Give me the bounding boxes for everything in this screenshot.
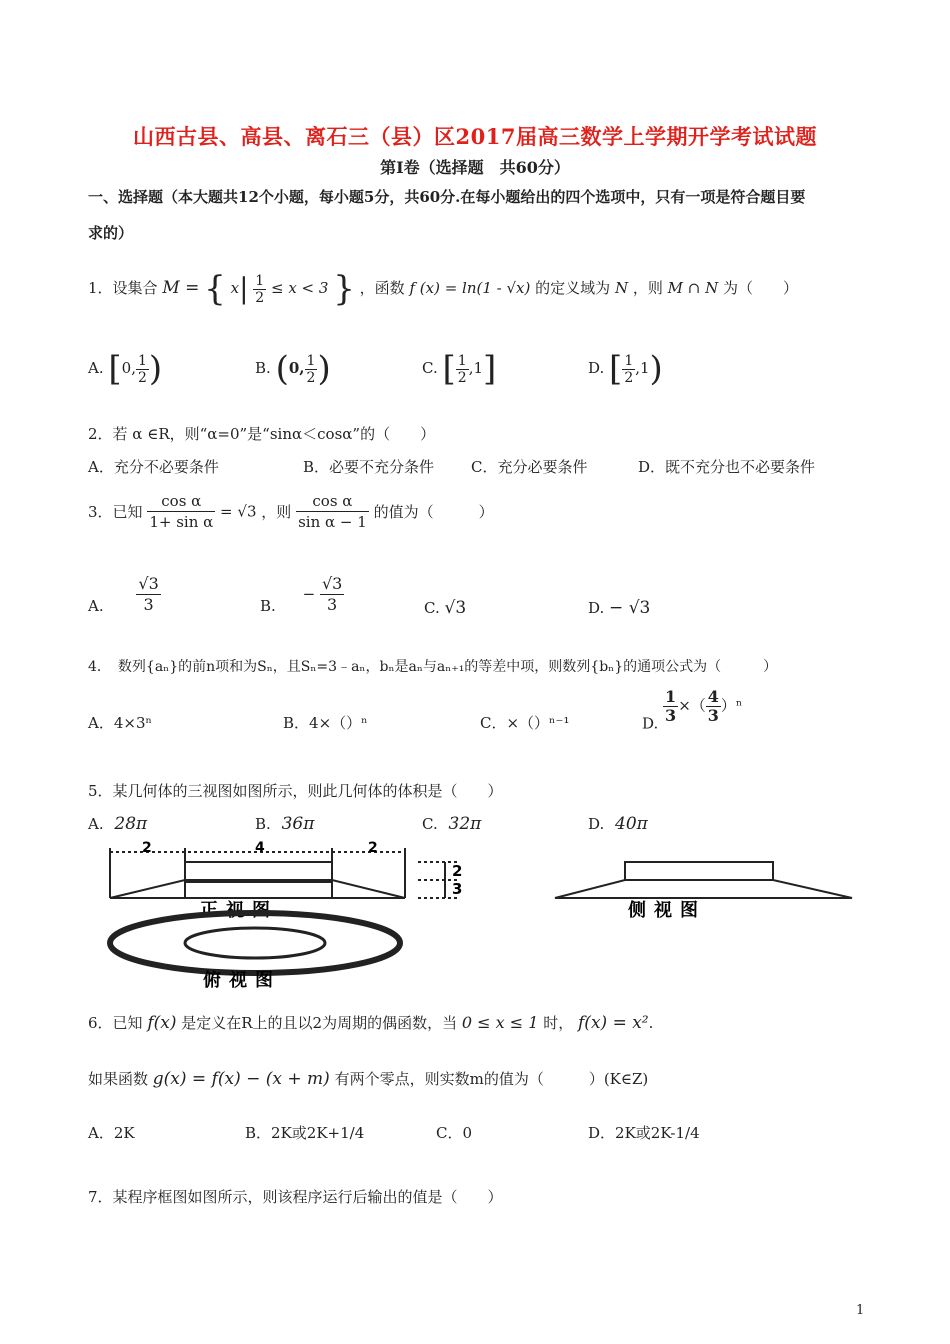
- q2-option-d[interactable]: D．既不充分也不必要条件: [638, 458, 816, 476]
- q5-option-a[interactable]: A. 28π: [88, 814, 148, 834]
- q1-mid: ，函数: [359, 279, 405, 297]
- question-1: [88, 269, 799, 309]
- q3-option-d[interactable]: D. − √3: [588, 598, 651, 618]
- front-dim-middle: 4: [255, 840, 265, 856]
- q1-mid2: 的定义域为: [535, 279, 611, 297]
- q3-target-fraction: $\frac{\text{cos α}}{\text{sin α − 1}}$: [298, 492, 367, 531]
- q3-option-a[interactable]: A. $\frac{√3}{3}$: [88, 574, 159, 615]
- front-dim-height-bottom: 3: [452, 880, 463, 898]
- front-view-label: 正视图: [200, 900, 278, 921]
- q3-option-b[interactable]: B. − $\frac{√3}{3}$: [260, 574, 343, 615]
- section-heading-line1: 一、选择题（本大题共12个小题，每小题5分，共60分.在每小题给出的四个选项中，只有一项是符合题目要: [88, 188, 806, 206]
- question-7: 7．某程序框图如图所示，则该程序运行后输出的值是（ ）: [88, 1188, 503, 1206]
- q5-option-d[interactable]: D. 40π: [588, 814, 648, 834]
- q1-option-b[interactable]: B. (0, $\frac{1}{2}$ ): [255, 349, 331, 389]
- section-heading-line2: 求的）: [88, 224, 134, 242]
- q1-half-fraction: $\frac{1}{2}$: [255, 272, 265, 306]
- q1-function: f (x) = ln(1 - √x): [409, 279, 531, 297]
- q4-option-a[interactable]: A．4×3ⁿ: [88, 714, 152, 732]
- q1-condition: ≤ x < 3: [270, 279, 329, 297]
- q1-suffix: 为（ ）: [723, 279, 799, 297]
- side-view-label: 侧视图: [628, 900, 706, 921]
- q1-brace-open: {: [204, 269, 226, 309]
- q3-given-fraction: $\frac{\text{cos α}}{\text{1+ sin α}}$: [149, 492, 214, 531]
- q4-option-d[interactable]: D. $\frac{1}{3}$ ×（ $\frac{4}{3}$ ）ⁿ: [642, 687, 743, 733]
- q2-option-c[interactable]: C．充分必要条件: [471, 458, 588, 476]
- q1-option-d[interactable]: D. [ $\frac{1}{2}$ ,1): [588, 349, 663, 389]
- q6-option-b[interactable]: B．2K或2K+1/4: [245, 1124, 365, 1142]
- section-subtitle: 第Ⅰ卷（选择题 共60分）: [380, 158, 570, 177]
- question-6-line2: 如果函数 g(x) = f(x) − (x + m) 有两个零点，则实数m的值为（ ）(K∈Z): [88, 1069, 649, 1089]
- front-dim-right: 2: [368, 840, 378, 856]
- q1-intersection: M ∩ N: [667, 279, 719, 297]
- question-2: 2．若 α ∈R，则“α=0”是“sinα＜cosα”的（ ）: [88, 425, 436, 443]
- q1-prefix: 1．设集合: [88, 279, 158, 297]
- q6-option-c[interactable]: C．0: [436, 1124, 473, 1142]
- top-view: [110, 913, 400, 973]
- q1-mid3: ，则: [632, 279, 663, 297]
- q4-option-c[interactable]: C．×（）ⁿ⁻¹: [480, 714, 570, 732]
- q6-option-d[interactable]: D．2K或2K-1/4: [588, 1124, 700, 1142]
- question-5: 5．某几何体的三视图如图所示，则此几何体的体积是（ ）: [88, 782, 503, 800]
- front-dim-height-top: 2: [452, 862, 463, 880]
- q3-option-c[interactable]: C. √3: [424, 598, 467, 618]
- q6-option-a[interactable]: A．2K: [88, 1124, 135, 1142]
- q1-bar: |: [239, 272, 249, 305]
- q1-brace-close: }: [333, 269, 355, 309]
- q1-set-n: N: [614, 279, 629, 297]
- q5-option-b[interactable]: B. 36π: [255, 814, 315, 834]
- front-view: [110, 848, 463, 898]
- q4-option-b[interactable]: B．4×（）ⁿ: [283, 714, 368, 732]
- q1-set-m: M =: [162, 278, 200, 298]
- question-3: 3．已知 $\frac{\text{cos α}}{\text{1+ sin α}}$ = √3 ，则 $\frac{\text{cos α}}{\text{sin α − 1}}$ 的值为（ ）: [88, 492, 494, 531]
- q5-option-c[interactable]: C. 32π: [422, 814, 482, 834]
- question-6-line1: 6．已知 f(x) 是定义在R上的且以2为周期的偶函数，当 0 ≤ x ≤ 1 时， f(x) = x².: [88, 1013, 654, 1033]
- q1-option-c[interactable]: C. [ $\frac{1}{2}$ ,1]: [422, 349, 497, 389]
- question-4: 4． 数列{aₙ}的前n项和为Sₙ，且Sₙ=3﹣aₙ，bₙ是aₙ与aₙ₊₁的等差中项，则数列{bₙ}的通项公式为（ ）: [88, 659, 778, 675]
- q1-option-a[interactable]: A. [0, $\frac{1}{2}$ ): [88, 349, 163, 389]
- top-view-label: 俯视图: [203, 970, 281, 990]
- q2-option-b[interactable]: B．必要不充分条件: [303, 458, 435, 476]
- q1-x: x: [230, 279, 240, 297]
- q2-option-a[interactable]: A．充分不必要条件: [88, 458, 219, 476]
- front-dim-left: 2: [142, 840, 152, 856]
- side-view: [555, 862, 852, 898]
- three-view-figure: [100, 840, 860, 990]
- page-number: 1: [856, 1303, 865, 1318]
- document-title: 山西古县、高县、离石三（县）区2017届高三数学上学期开学考试试题: [133, 124, 817, 149]
